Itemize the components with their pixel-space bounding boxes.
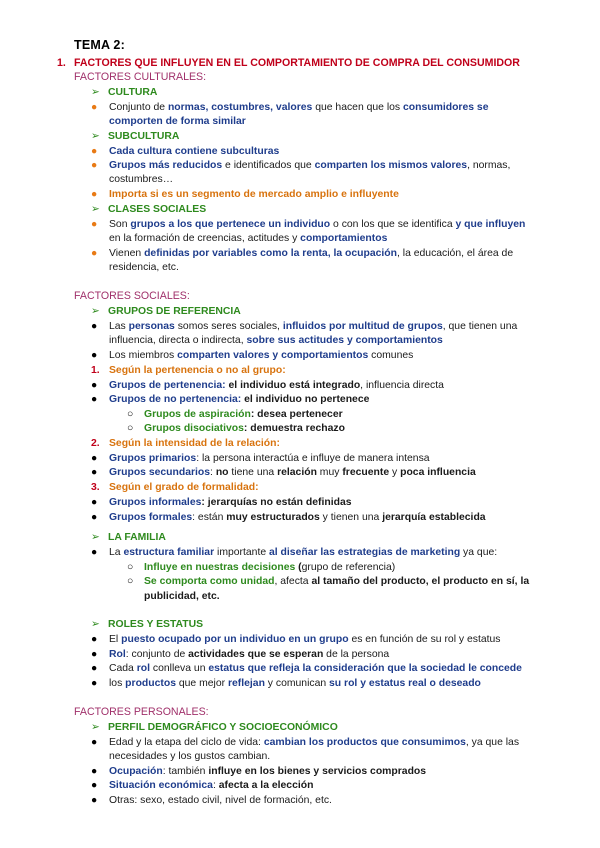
bullet-clases-2: ● Vienen definidas por variables como la renta, la ocupación, la educación, el área de [91,248,514,259]
bullet-perfil-1: ● Edad y la etapa del ciclo de vida: cambian los productos que consumimos, ya que las [91,737,520,748]
arrow-icon: ➢ [91,87,100,98]
bullet-pertenencia-2: ● Grupos de no pertenencia: el individuo no pertenece [91,394,370,405]
circle-bullet-icon: ○ [127,423,134,434]
bullet-dot-icon: ● [91,678,98,689]
numbered-pertenencia: 1. Según la pertenencia o no al grupo: [91,365,286,376]
bullet-pertenencia-1: ● Grupos de pertenencia: el individuo está integrado, influencia directa [91,380,444,391]
bullet-dot-icon: ● [91,350,98,361]
bullet-roles-3: ● Cada rol conlleva un estatus que refleja la consideración que la sociedad le concede [91,663,522,674]
bullet-dot-icon: ● [91,394,98,405]
arrow-icon: ➢ [91,619,100,630]
arrow-icon: ➢ [91,532,100,543]
bullet-intensidad-2: ● Grupos secundarios: no tiene una relación muy frecuente y poca influencia [91,467,476,478]
bullet-dot-icon: ● [91,453,98,464]
bullet-perfil-1-cont: necesidades y los gustos cambian. [109,751,271,762]
sub-bullet-aspiracion: ○ Grupos de aspiración: desea pertenecer [127,409,343,420]
bullet-roles-4: ● los productos que mejor reflejan y comunican su rol y estatus real o deseado [91,678,481,689]
bullet-clases-2-cont: residencia, etc. [109,262,179,273]
bullet-grupos-1: ● Las personas somos seres sociales, influidos por multitud de grupos, que tienen una [91,321,518,332]
sub-bullet-familia-1: ○ Influye en nuestras decisiones (grupo de referencia) [127,562,396,573]
numbered-intensidad: 2. Según la intensidad de la relación: [91,438,280,449]
bullet-perfil-4: ● Otras: sexo, estado civil, nivel de formación, etc. [91,795,332,806]
subheading-perfil: ➢ PERFIL DEMOGRÁFICO Y SOCIOECONÓMICO [91,722,338,733]
section-sociales-title: FACTORES SOCIALES: [74,290,190,302]
bullet-subcultura-2-cont: costumbres… [109,174,174,185]
bullet-grupos-2: ● Los miembros comparten valores y comportamientos comunes [91,350,414,361]
bullet-dot-icon: ● [91,737,98,748]
arrow-icon: ➢ [91,306,100,317]
circle-bullet-icon: ○ [127,562,134,573]
bullet-dot-icon: ● [91,248,98,259]
bullet-dot-icon: ● [91,766,98,777]
circle-bullet-icon: ○ [127,576,134,587]
bullet-perfil-2: ● Ocupación: también influye en los bienes y servicios comprados [91,766,427,777]
bullet-dot-icon: ● [91,189,98,200]
bullet-roles-2: ● Rol: conjunto de actividades que se esperan de la persona [91,649,390,660]
bullet-formalidad-2: ● Grupos formales: están muy estructurados y tienen una jerarquía establecida [91,512,486,523]
bullet-dot-icon: ● [91,663,98,674]
bullet-dot-icon: ● [91,219,98,230]
bullet-roles-1: ● El puesto ocupado por un individuo en un grupo es en función de su rol y estatus [91,634,501,645]
numbered-formalidad: 3. Según el grado de formalidad: [91,482,259,493]
bullet-dot-icon: ● [91,547,98,558]
bullet-dot-icon: ● [91,467,98,478]
bullet-dot-icon: ● [91,160,98,171]
section-personales-title: FACTORES PERSONALES: [74,706,209,718]
bullet-dot-icon: ● [91,321,98,332]
subheading-cultura: ➢ CULTURA [91,87,158,98]
subheading-subcultura: ➢ SUBCULTURA [91,131,180,142]
arrow-icon: ➢ [91,204,100,215]
bullet-dot-icon: ● [91,795,98,806]
bullet-dot-icon: ● [91,497,98,508]
bullet-subcultura-2: ● Grupos más reducidos e identificados que comparten los mismos valores, normas, [91,160,511,171]
sub-bullet-familia-2: ○ Se comporta como unidad, afecta al tamaño del producto, el producto en sí, la [127,576,530,587]
bullet-subcultura-1: ● Cada cultura contiene subculturas [91,146,280,157]
sub-bullet-familia-2-cont: publicidad, etc. [144,591,220,602]
bullet-dot-icon: ● [91,380,98,391]
arrow-icon: ➢ [91,722,100,733]
bullet-cultura-1-cont: comporten de forma similar [109,116,246,127]
sub-bullet-disociativos: ○ Grupos disociativos: demuestra rechazo [127,423,345,434]
circle-bullet-icon: ○ [127,409,134,420]
bullet-dot-icon: ● [91,146,98,157]
bullet-intensidad-1: ● Grupos primarios: la persona interactúa e influye de manera intensa [91,453,430,464]
subheading-roles: ➢ ROLES Y ESTATUS [91,619,204,630]
bullet-dot-icon: ● [91,102,98,113]
subheading-grupos: ➢ GRUPOS DE REFERENCIA [91,306,241,317]
bullet-dot-icon: ● [91,780,98,791]
bullet-clases-1-cont: en la formación de creencias, actitudes y comportamientos [109,233,388,244]
subheading-familia: ➢ LA FAMILIA [91,532,166,543]
bullet-dot-icon: ● [91,512,98,523]
document-title: TEMA 2: [74,38,125,52]
bullet-dot-icon: ● [91,634,98,645]
bullet-clases-1: ● Son grupos a los que pertenece un individuo o con los que se identifica y que influyen [91,219,526,230]
bullet-subcultura-3: ● Importa si es un segmento de mercado amplio e influyente [91,189,399,200]
arrow-icon: ➢ [91,131,100,142]
heading-number: 1. [57,57,66,69]
bullet-formalidad-1: ● Grupos informales: jerarquías no están definidas [91,497,352,508]
bullet-perfil-3: ● Situación económica: afecta a la elección [91,780,314,791]
section-culturales-title: FACTORES CULTURALES: [74,71,207,83]
heading-text: FACTORES QUE INFLUYEN EN EL COMPORTAMIENTO DE COMPRA DEL CONSUMIDOR [74,57,520,69]
main-heading [57,57,520,70]
subheading-clases: ➢ CLASES SOCIALES [91,204,207,215]
bullet-cultura-1: ● Conjunto de normas, costumbres, valores que hacen que los consumidores se [91,102,489,113]
bullet-dot-icon: ● [91,649,98,660]
bullet-familia-1: ● La estructura familiar importante al diseñar las estrategias de marketing ya que: [91,547,498,558]
bullet-grupos-1-cont: influencia, directa o indirecta, sobre sus actitudes y comportamientos [109,335,443,346]
